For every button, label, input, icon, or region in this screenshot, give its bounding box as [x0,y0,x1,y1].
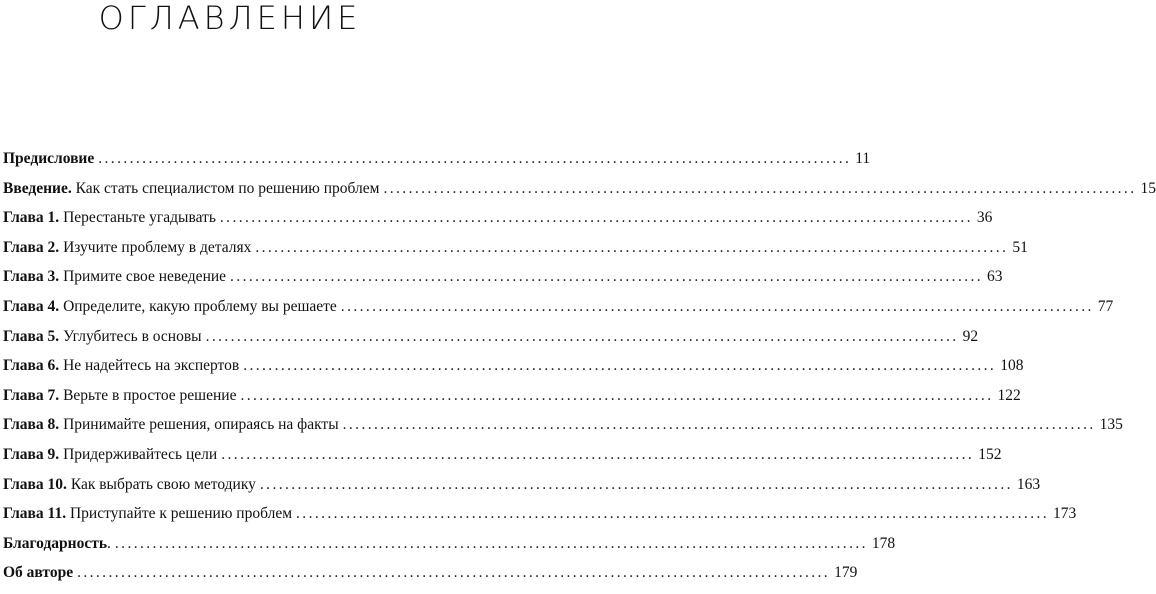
toc-page-number: 11 [855,150,871,167]
toc-entry [3,150,871,180]
toc-entry-text: Изучите проблему в деталях [59,238,252,256]
toc-entry-prefix: Глава 1. [3,209,60,227]
toc-page-number: 77 [1097,297,1114,315]
toc-entry-text: Примите свое неведение [59,268,227,286]
toc-leader-dots: ........................................................................................................................ [255,238,1009,256]
toc-entry [3,475,1041,506]
toc-entry-prefix: Глава 8. [3,416,60,434]
toc-entry-prefix: Глава 7. [3,386,60,404]
toc-entry-label [3,328,202,346]
toc-page-number: 163 [1016,475,1041,493]
toc-entry-text: Придерживайтесь цели [59,445,218,463]
toc-entry-prefix: Глава 6. [3,357,60,375]
toc-entry-prefix: Об авторе [3,564,74,582]
toc-entry-text: Как стать специалистом по решению проблем [71,179,380,197]
toc-entry-text: Верьте в простое решение [59,386,237,404]
toc-entry [3,268,1003,298]
toc-leader-dots: ........................................................................................................................ [230,268,984,286]
toc-entry-prefix: Глава 4. [3,297,60,315]
toc-page-number: 36 [976,209,993,227]
toc-entry-prefix: Глава 11. [3,505,67,523]
toc-page-number: 51 [1012,238,1028,256]
toc-page-number: 15 [1140,179,1156,197]
toc-entry-prefix: Глава 3. [3,268,60,286]
toc-entry-label [3,387,236,405]
page-title: ОГЛАВЛЕНИЕ [98,0,362,37]
toc-entry-prefix: Глава 10. [3,475,67,493]
toc-entry [3,209,993,239]
toc-entry-text: Определите, какую проблему вы решаете [59,297,337,315]
toc-page-number: 92 [962,327,979,345]
toc-entry-prefix: Предисловие [3,150,95,167]
table-of-contents [3,150,1156,594]
toc-leader-dots: ........................................................................................................................ [243,357,997,375]
toc-entry-prefix: Благодарность [3,534,108,552]
toc-leader-dots: ........................................................................................................................ [383,179,1137,197]
toc-entry-label [3,268,226,286]
toc-entry-label [3,180,379,198]
toc-leader-dots: ........................................................................................................................ [340,297,1094,315]
toc-page-number: 173 [1053,505,1077,523]
toc-entry [3,534,896,565]
toc-leader-dots: ........................................................................................................................ [98,150,852,167]
toc-leader-dots: ........................................................................................................................ [219,209,973,227]
toc-page-number: 135 [1099,416,1123,434]
toc-entry-label [3,239,251,257]
toc-entry-label [3,476,256,494]
toc-entry-label [3,446,217,464]
toc-page-number: 152 [978,445,1002,463]
toc-entry-label [3,535,111,553]
toc-entry-prefix: Глава 9. [3,445,60,463]
toc-page-number: 179 [834,564,858,582]
toc-leader-dots: ........................................................................................................................ [296,505,1050,523]
toc-leader-dots: ........................................................................................................................ [259,475,1013,493]
toc-entry-label [3,150,94,168]
toc-entry-prefix: Глава 2. [3,238,60,256]
toc-page-number: 108 [1000,357,1024,375]
toc-page-number: 178 [871,534,896,552]
toc-entry-text: Как выбрать свою методику [66,475,256,493]
toc-entry [3,238,1028,269]
toc-entry [3,297,1114,328]
toc-entry-text: Углубитесь в основы [59,327,202,345]
toc-entry [3,505,1077,535]
toc-entry-label [3,564,73,582]
toc-leader-dots: ........................................................................................................................ [221,445,975,463]
toc-entry [3,445,1002,476]
toc-page-number: 63 [987,268,1003,286]
toc-entry [3,179,1156,210]
toc-entry-text: Принимайте решения, опираясь на факты [59,416,339,434]
toc-leader-dots: ........................................................................................................................ [205,327,959,345]
toc-entry-label [3,505,292,523]
toc-leader-dots: ........................................................................................................................ [342,416,1096,434]
toc-entry-label [3,209,216,227]
toc-entry-label [3,357,239,375]
toc-page-number: 122 [997,386,1021,404]
toc-entry [3,386,1021,417]
toc-entry-text: Перестаньте угадывать [59,209,216,227]
toc-entry-prefix: Глава 5. [3,327,60,345]
toc-entry-label [3,298,337,316]
toc-entry-text: Приступайте к решению проблем [66,505,293,523]
toc-entry [3,327,979,358]
toc-entry-prefix: Введение. [3,179,72,197]
toc-entry-label [3,416,339,434]
toc-entry [3,416,1123,446]
toc-leader-dots: ........................................................................................................................ [114,534,868,552]
toc-leader-dots: ........................................................................................................................ [240,386,994,404]
toc-entry-text: . [107,534,111,552]
toc-leader-dots: ........................................................................................................................ [77,564,831,582]
toc-entry [3,357,1024,387]
toc-entry-text: Не надейтесь на экспертов [59,357,240,375]
toc-entry [3,564,858,594]
